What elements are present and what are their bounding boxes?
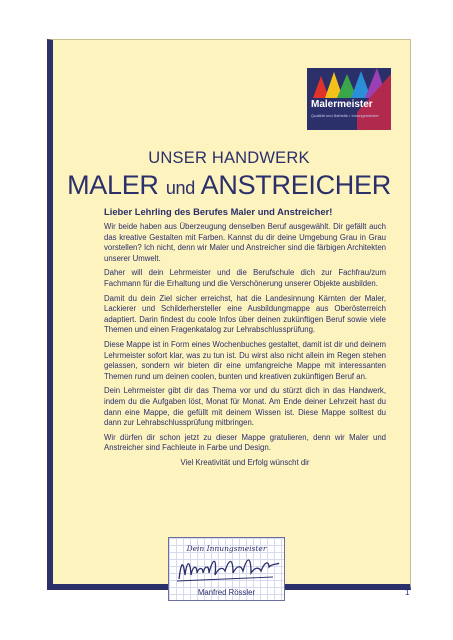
paragraph: Wir dürfen dir schon jetzt zu dieser Mappe gratulieren, denn wir Maler und Anstreicher sind Fachleute in Farbe und Design.: [104, 432, 386, 453]
logo-brand: Malermeister: [311, 99, 373, 110]
logo-tagline: Qualität und Ästhetik • Innungsmeister: [311, 113, 379, 118]
title-und: und: [165, 178, 195, 198]
lead-heading: Lieber Lehrling des Berufes Maler und Anstreicher!: [104, 206, 333, 217]
signature-box: [168, 537, 285, 601]
title-maler: MALER: [67, 170, 166, 200]
title-anstreicher: ANSTREICHER: [194, 170, 391, 200]
handwritten-signature: [173, 553, 281, 585]
closing-line: Viel Kreativität und Erfolg wünscht dir: [180, 457, 310, 467]
page-subtitle: UNSER HANDWERK: [148, 149, 310, 167]
paragraph: Dein Lehrmeister gibt dir das Thema vor und du stürzt dich in das Handwerk, indem du die Aufgaben löst, Monat für Monat. Am Ende deiner Lehrzeit hast du dann eine Mappe, die gefüllt mit deinem Wissen ist. Diese Mappe solltest du dann zur Lehrabschlussprüfung mitbringen.: [104, 386, 386, 428]
signature-name: Manfred Rössler: [197, 588, 256, 597]
paragraph: Daher will dein Lehrmeister und die Berufschule dich zur Fachfrau/zum Fachmann für die Erhaltung und die Verschönerung unserer Objekte ausbilden.: [104, 268, 386, 288]
page-header: [47, 149, 411, 201]
page-number: 1: [405, 588, 410, 597]
paragraph: Diese Mappe ist in Form eines Wochenbuches gestaltet, damit ist dir und deinem Lehrmeister sofort klar, was zu tun ist. Du wirst also nicht allein im Regen stehen gelassen, sondern wir bieten dir eine umfangreiche Mappe mit interessanten Themen rund um deinen coolen, bunten und kreativen zukünftigen Beruf an.: [104, 339, 386, 381]
signature-title: Dein Innungsmeister: [186, 544, 267, 553]
letter-body: [104, 206, 386, 472]
paragraph: Damit du dein Ziel sicher erreichst, hat die Landesinnung Kärnten der Maler, Lackierer und Schilderhersteller eine Ausbildungmappe aus Oberösterreich adaptiert. Darin findest du coole Infos über deinen zukünftigen Beruf sowie viele Themen und einen Fragenkatalog zur Lehrabschlussprüfung.: [104, 293, 386, 335]
malermeister-logo: [307, 68, 391, 130]
page-title: [47, 170, 411, 201]
paragraph: Wir beide haben aus Überzeugung denselben Beruf ausgewählt. Dir gefällt auch das kreative Gestalten mit Farben. Kannst du dir deine Umgebung Grau in Grau vorstellen? Ich nicht, denn wir Maler und Anstreicher sind die färbigen Architekten unserer Umwelt.: [104, 222, 386, 263]
